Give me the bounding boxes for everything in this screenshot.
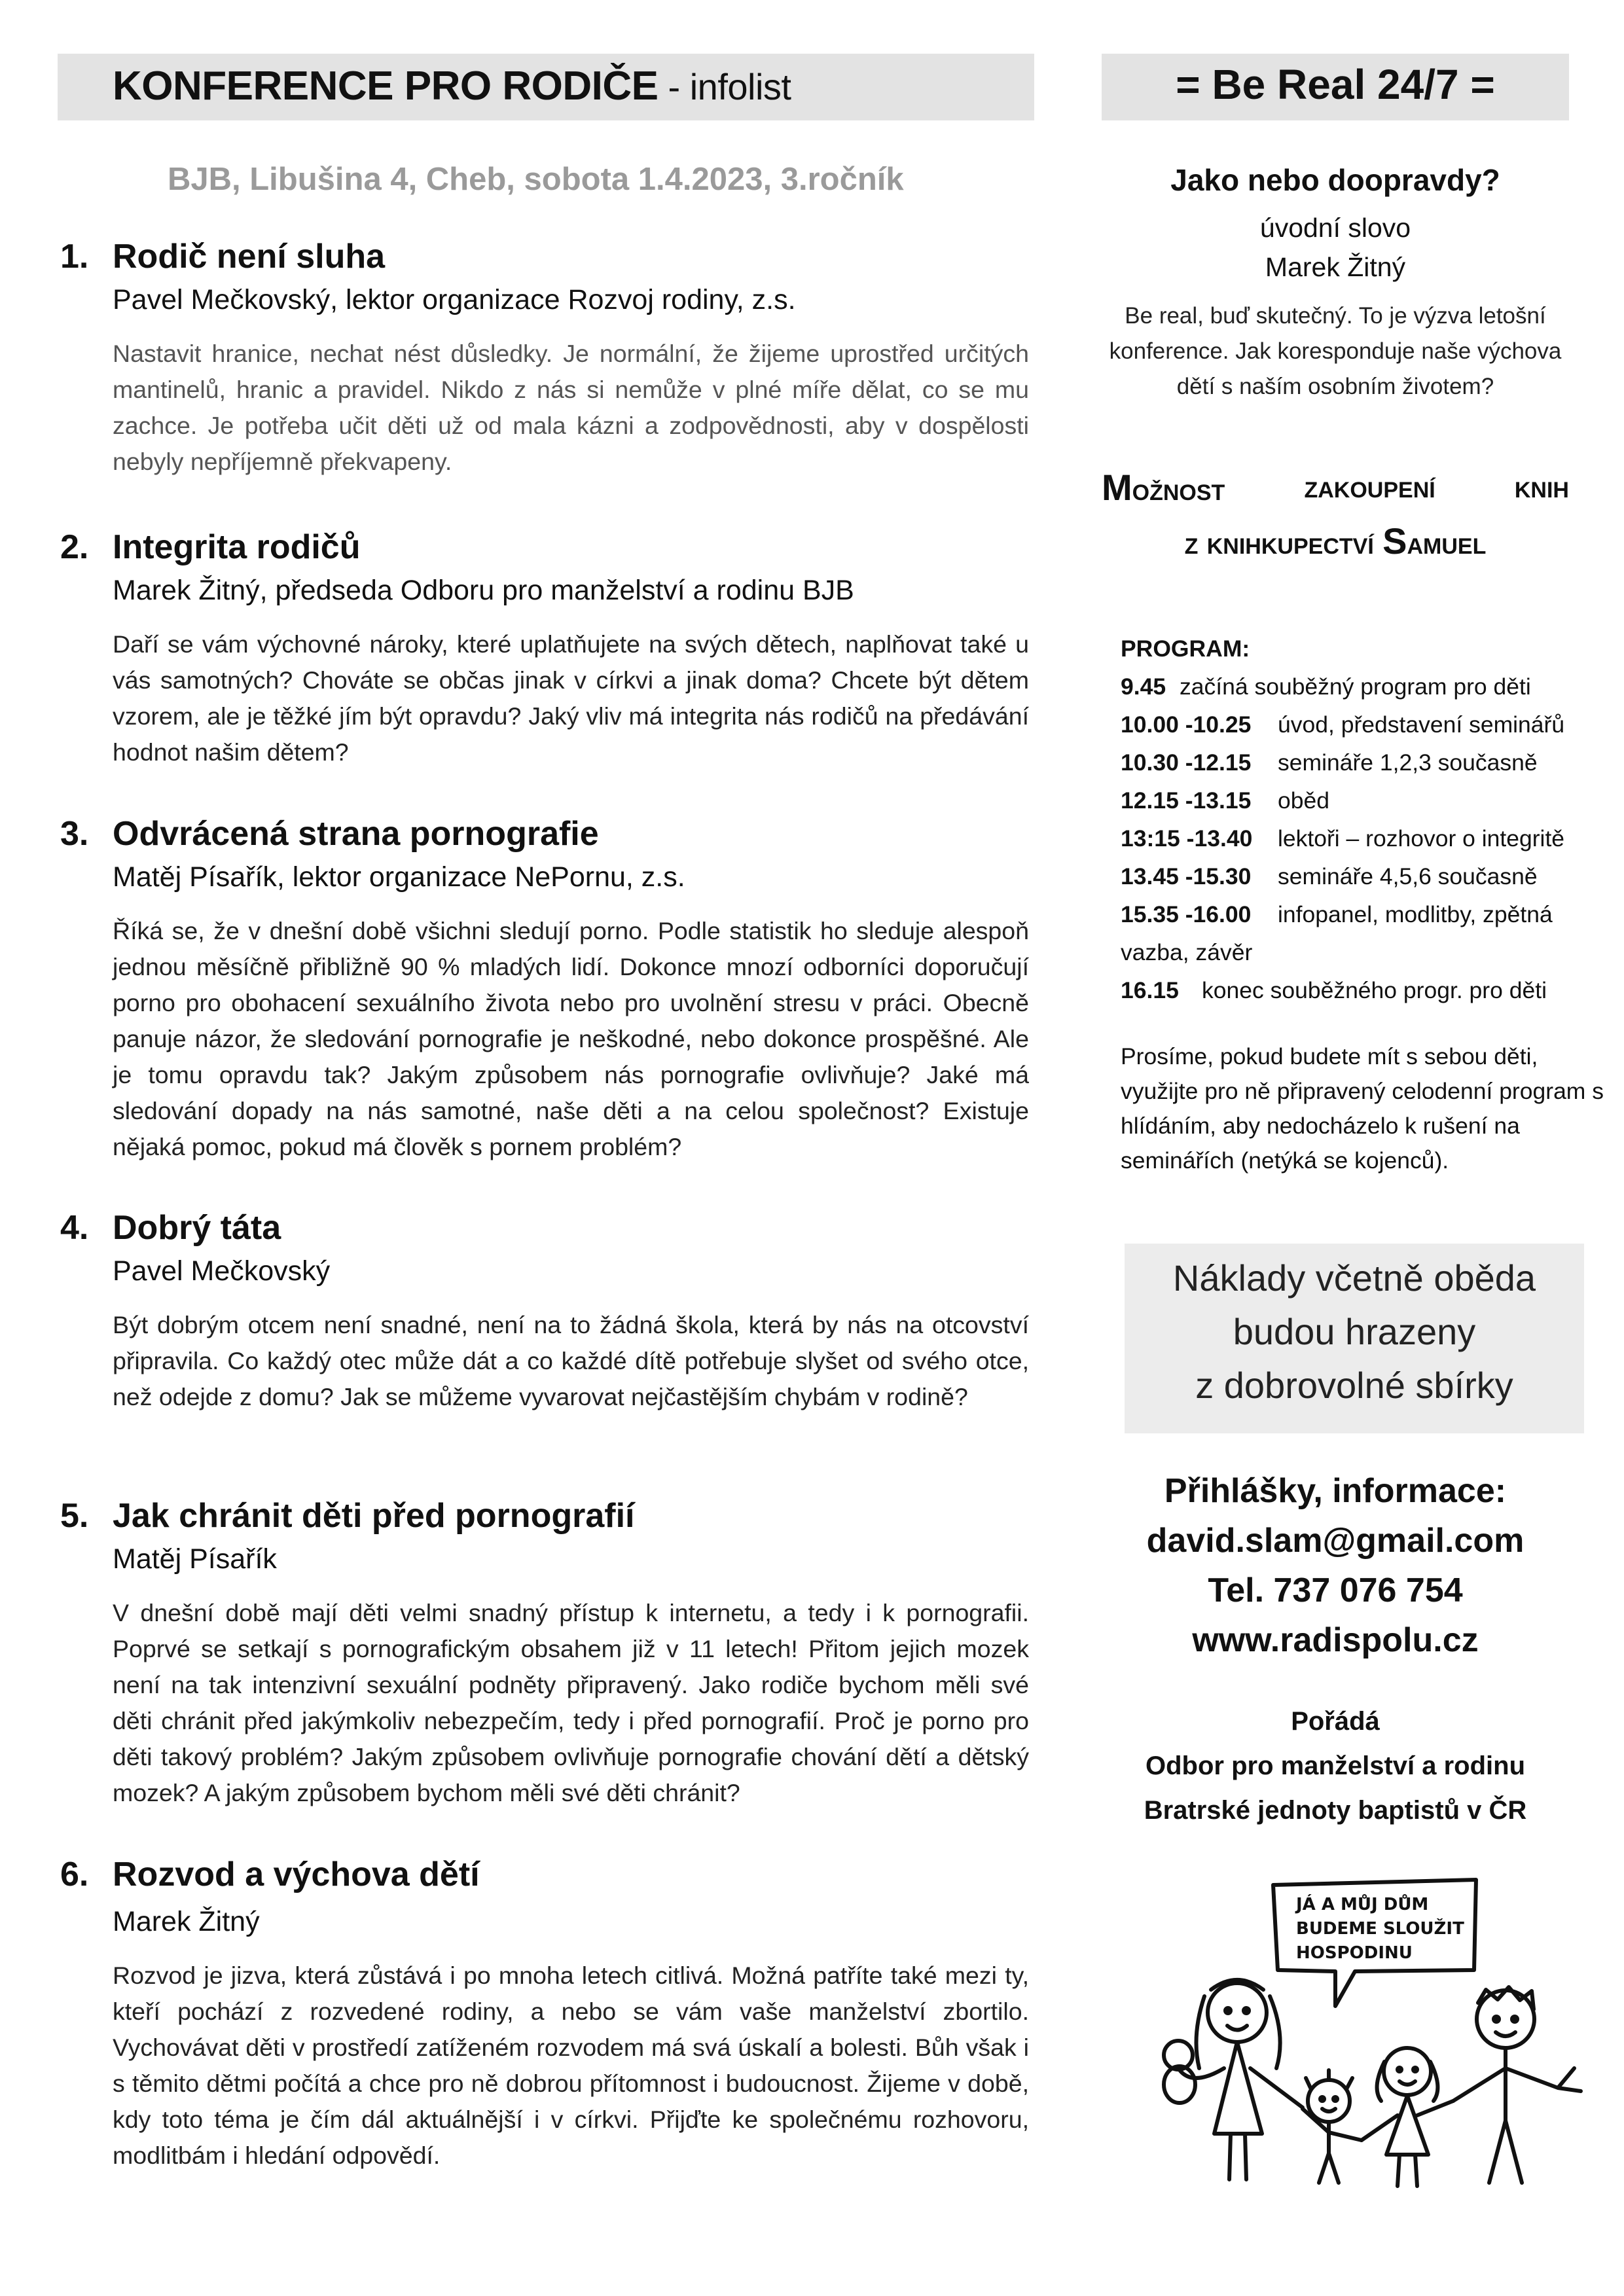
program-time: 10.00 -10.25	[1121, 711, 1252, 738]
venue-line: BJB, Libušina 4, Cheb, sobota 1.4.2023, 3.ročník	[168, 162, 904, 197]
intro-subtitle-block	[1102, 208, 1569, 287]
books-word-2: zakoupení	[1304, 470, 1435, 505]
books-word-4: z knihkupectví	[1184, 526, 1374, 561]
section-number: 2.	[60, 528, 89, 566]
organizer-line-1: Odbor pro manželství a rodinu	[1145, 1751, 1526, 1780]
section-5	[60, 1496, 1029, 1811]
section-title: Dobrý táta	[113, 1209, 281, 1247]
program-item	[1121, 706, 1605, 744]
section-number: 4.	[60, 1209, 89, 1247]
intro-description: Be real, buď skutečný. To je výzva letošní konference. Jak koresponduje naše výchova dětí s naším osobním životem?	[1109, 303, 1562, 399]
program-text: začíná souběžný program pro děti	[1180, 673, 1531, 700]
girl-head	[1384, 2048, 1431, 2095]
section-speaker: Pavel Mečkovský	[113, 1255, 331, 1287]
section-description: Daří se vám výchovné nároky, které uplatňujete na svých dětech, naplňovat také u vás samotných? Chováte se občas jinak v církvi a jinak doma? Chcete být dětem vzorem, ale je těžké jím být opravdu? Jaký vliv má integrita nás rodičů na předávání hodnot našim dětem?	[113, 630, 1029, 766]
speech-line-1: JÁ A MŮJ DŮM	[1296, 1895, 1429, 1914]
page-title	[113, 63, 791, 109]
contact-phone[interactable]: Tel. 737 076 754	[1208, 1571, 1463, 1609]
program-text: oběd	[1278, 787, 1329, 814]
cost-text	[1125, 1251, 1584, 1412]
section-4	[60, 1208, 1029, 1415]
program-continuation: vazba, závěr	[1121, 939, 1253, 965]
section-title: Rodič není sluha	[113, 238, 386, 276]
section-1	[60, 237, 1029, 480]
organizer-line-2: Bratrské jednoty baptistů v ČR	[1144, 1796, 1527, 1825]
program-text: konec souběžného progr. pro děti	[1202, 977, 1547, 1003]
speech-line-2: BUDEME SLOUŽIT	[1296, 1919, 1464, 1939]
cost-line-2: budou hrazeny	[1233, 1311, 1476, 1352]
program-item	[1121, 819, 1605, 857]
section-number: 3.	[60, 815, 89, 853]
section-title: Rozvod a výchova dětí	[113, 1856, 480, 1893]
section-speaker: Matěj Písařík, lektor organizace NePornu, z.s.	[113, 861, 685, 893]
program-item	[1121, 781, 1605, 819]
section-speaker: Marek Žitný, předseda Odboru pro manželství a rodinu BJB	[113, 575, 854, 606]
program-time: 15.35 -16.00	[1121, 901, 1252, 927]
program-text: infopanel, modlitby, zpětná	[1278, 901, 1553, 927]
intro-title: Jako nebo doopravdy?	[1170, 163, 1500, 197]
section-speaker: Marek Žitný	[113, 1906, 260, 1937]
program-text: semináře 4,5,6 současně	[1278, 863, 1538, 889]
mother-head	[1208, 1983, 1267, 2042]
contact-email[interactable]: david.slam@gmail.com	[1146, 1522, 1525, 1560]
program-time: 13.45 -15.30	[1121, 863, 1252, 889]
program	[1121, 630, 1605, 1009]
section-description: V dnešní době mají děti velmi snadný přístup k internetu, a tedy i k pornografii. Poprvé se setkají s pornografickým obsahem již v 11 letech! Přitom jejich mozek není na tak intenzivní sexuální podněty připravený. Jako rodiče bychom měli své děti chránit před jakýmkoliv nebezpečím, tedy i před pornografií. Proč je porno pro děti takový problém? Jakým způsobem ovlivňuje pornografie chování dětí a dětský mozek? A jakým způsobem bychom měli své děti chránit?	[113, 1599, 1029, 1806]
books-notice	[1102, 462, 1569, 569]
program-time: 10.30 -12.15	[1121, 749, 1252, 776]
organizer-block	[1102, 1699, 1569, 1833]
section-number: 5.	[60, 1497, 89, 1535]
organizer-label: Pořádá	[1291, 1707, 1380, 1736]
section-2	[60, 528, 1029, 770]
books-word-3: knih	[1514, 470, 1569, 505]
section-description: Nastavit hranice, nechat nést důsledky. Je normální, že žijeme uprostřed určitých mantinelů, hranic a pravidel. Nikdo z nás si nemůže v plné míře dělat, co se mu zachce. Je potřeba učit děti už od mala kázni a zodpovědnosti, aby v dospělosti nebyly nepříjemně překvapeny.	[113, 340, 1029, 475]
program-time: 12.15 -13.15	[1121, 787, 1252, 814]
section-number: 1.	[60, 238, 89, 276]
cost-line-3: z dobrovolné sbírky	[1195, 1365, 1513, 1406]
program-note: Prosíme, pokud budete mít s sebou děti, využijte pro ně připravený celodenní program s hlídáním, aby nedocházelo k rušení na seminářích (netýká se kojenců).	[1121, 1043, 1604, 1174]
section-6	[60, 1855, 1029, 2174]
title-suffix: - infolist	[658, 66, 791, 107]
section-speaker: Matěj Písařík	[113, 1543, 277, 1575]
program-text: úvod, představení seminářů	[1278, 711, 1565, 738]
child-head	[1308, 2080, 1350, 2122]
slogan: = Be Real 24/7 =	[1176, 61, 1495, 108]
program-time: 13:15 -13.40	[1121, 825, 1253, 852]
father-head	[1477, 1990, 1534, 2048]
books-word-5: amuel	[1407, 526, 1487, 561]
section-title: Integrita rodičů	[113, 528, 361, 566]
section-speaker: Pavel Mečkovský, lektor organizace Rozvoj rodiny, z.s.	[113, 284, 796, 315]
section-title: Jak chránit děti před pornografií	[113, 1497, 635, 1535]
section-title: Odvrácená strana pornografie	[113, 815, 599, 853]
program-item	[1121, 857, 1605, 895]
program-time: 9.45	[1121, 673, 1166, 700]
program-item	[1121, 895, 1605, 933]
section-3	[60, 814, 1029, 1165]
intro-subtitle: úvodní slovo	[1259, 213, 1411, 243]
books-word-1: ožnost	[1132, 473, 1225, 507]
intro-speaker: Marek Žitný	[1265, 252, 1406, 282]
program-item	[1121, 668, 1605, 706]
title-main: KONFERENCE PRO RODIČE	[113, 63, 659, 109]
section-description: Rozvod je jizva, která zůstává i po mnoha letech citlivá. Možná patříte také mezi ty, kteří pochází z rozvedené rodiny, a nebo se vám vaše manželství zbortilo. Vychovávat děti v prostředí zatíženém rozvodem má svá úskalí a bolesti. Bůh však i s těmito dětmi počítá a chce pro ně dobrou přítomnost i budoucnost. Žijeme v době, kdy toto téma je čím dál aktuálnější i v církvi. Přijďte ke společnému rozhovoru, modlitbám i hledání odpovědí.	[113, 1962, 1029, 2169]
books-cap-s: S	[1382, 520, 1407, 562]
section-description: Být dobrým otcem není snadné, není na to žádná škola, která by nás na otcovství připravila. Co každý otec může dát a co každé dítě potřebuje slyšet od svého otce, než odejde z domu? Jak se můžeme vyvarovat nejčastějším chybám v rodině?	[113, 1311, 1029, 1410]
books-cap-m: M	[1102, 467, 1132, 508]
contact-heading: Přihlášky, informace:	[1164, 1472, 1507, 1510]
program-item	[1121, 971, 1605, 1009]
family-drawing	[1139, 1872, 1604, 2199]
program-text: lektoři – rozhovor o integritě	[1278, 825, 1565, 852]
contact-web[interactable]: www.radispolu.cz	[1192, 1621, 1479, 1659]
mother-dress	[1214, 2042, 1262, 2134]
contact-block	[1102, 1466, 1569, 1665]
cost-line-1: Náklady včetně oběda	[1172, 1257, 1536, 1299]
program-heading: PROGRAM:	[1121, 636, 1250, 662]
program-time: 16.15	[1121, 977, 1179, 1003]
program-text: semináře 1,2,3 současně	[1278, 749, 1538, 776]
speech-line-3: HOSPODINU	[1296, 1943, 1413, 1963]
section-description: Říká se, že v dnešní době všichni sledují porno. Podle statistik ho sleduje alespoň jednou měsíčně přibližně 90 % mladých lidí. Dokonce mnozí odborníci doporučují porno pro obohacení sexuálního života nebo pro uvolnění stresu v práci. Obecně panuje názor, že sledování pornografie je neškodné, nebo dokonce prospěšné. Ale je tomu opravdu tak? Jakým způsobem nás pornografie ovlivňuje? Jaké má sledování dopady na nás samotné, naše děti a na celou společnost? Existuje nějaká pomoc, pokud má člověk s pornem problém?	[113, 917, 1029, 1160]
section-number: 6.	[60, 1856, 89, 1893]
program-item	[1121, 744, 1605, 781]
